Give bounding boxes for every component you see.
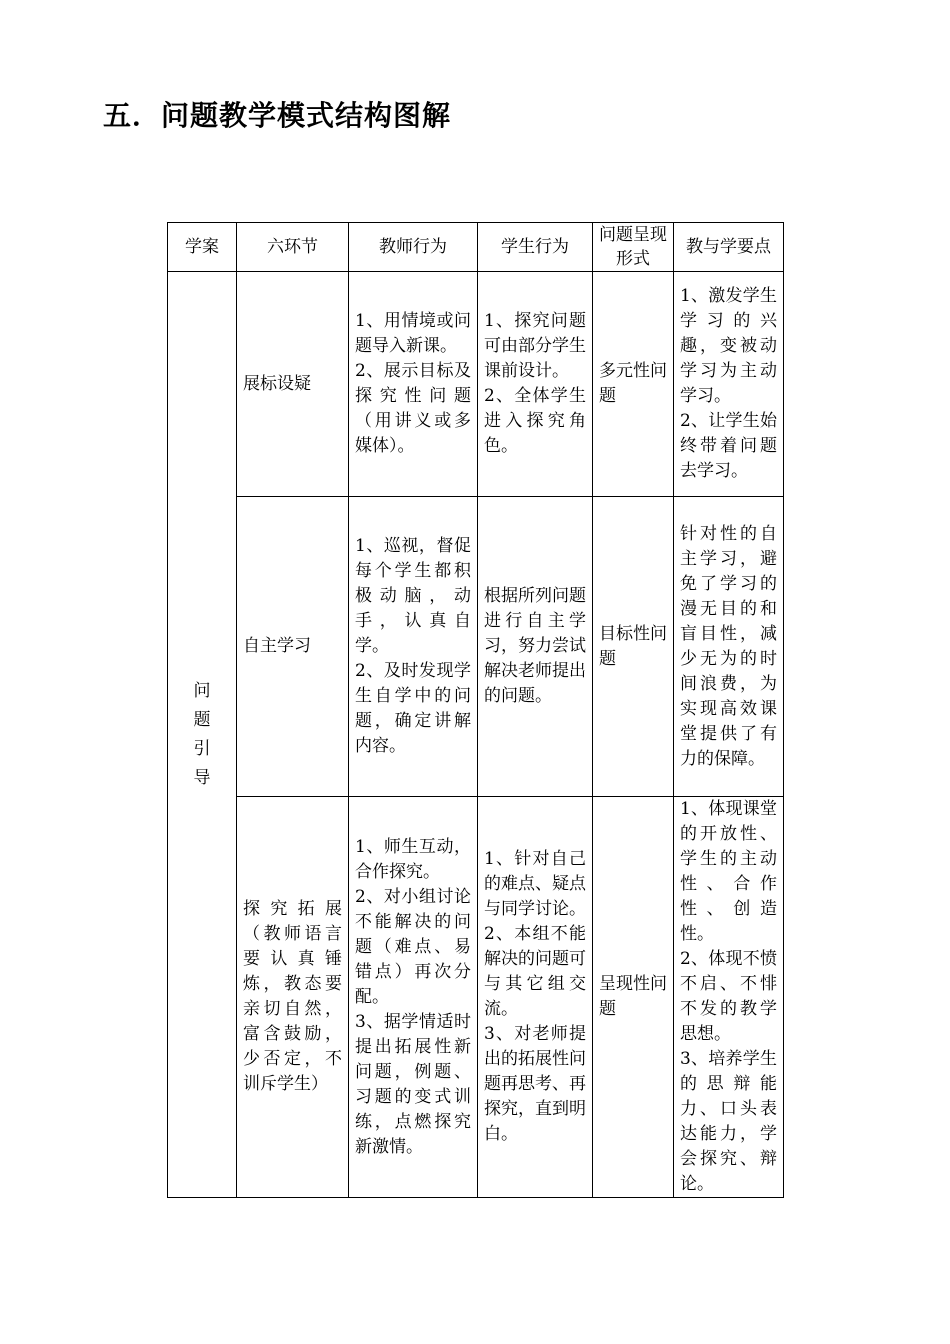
group-label-char: 题 <box>193 709 211 730</box>
key-points-cell <box>674 497 784 797</box>
table-row <box>168 797 784 1198</box>
student-behavior-line: 2、本组不能解决的问题可与其它组交流。 <box>484 924 586 1019</box>
student-behavior-line: 1、探究问题可由部分学生课前设计。 <box>484 311 586 381</box>
key-points-line: 1、激发学生学习的兴趣，变被动学习为主动学习。 <box>680 286 777 406</box>
group-label-cell <box>168 272 237 1198</box>
header-key-points: 教与学要点 <box>674 223 784 272</box>
teaching-model-table <box>167 222 784 1198</box>
teacher-behavior-line: 2、对小组讨论不能解决的问题（难点、易错点）再次分配。 <box>355 886 471 1007</box>
student-behavior-cell <box>478 797 593 1198</box>
teacher-behavior-cell <box>349 797 478 1198</box>
header-student-behavior: 学生行为 <box>478 223 593 272</box>
group-label-char: 问 <box>193 680 211 701</box>
key-points-line: 2、体现不愤不启、不悱不发的教学思想。 <box>680 949 777 1044</box>
question-form-cell: 多元性问题 <box>593 272 674 497</box>
question-form-cell: 呈现性问题 <box>593 797 674 1198</box>
key-points-line: 1、体现课堂的开放性、学生的主动性、合作性、创造性。 <box>680 799 777 944</box>
group-label-vertical <box>192 677 212 793</box>
key-points-line: 2、让学生始终带着问题去学习。 <box>680 411 777 481</box>
stage-cell: 展标设疑 <box>237 272 349 497</box>
table-row <box>168 272 784 497</box>
page-title: 五．问题教学模式结构图解 <box>103 99 452 132</box>
teacher-behavior-line: 1、师生互动，合作探究。 <box>355 836 471 882</box>
teacher-behavior-line: 1、巡视，督促每个学生都积极动脑，动手，认真自学。 <box>355 536 471 656</box>
key-points-cell <box>674 797 784 1198</box>
student-behavior-line: 3、对老师提出的拓展性问题再思考、再探究，直到明白。 <box>484 1024 586 1144</box>
teacher-behavior-line: 2、展示目标及探究性问题（用讲义或多媒体）。 <box>355 361 471 456</box>
student-behavior-line: 根据所列问题进行自主学习，努力尝试解决老师提出的问题。 <box>484 586 586 706</box>
student-behavior-cell <box>478 272 593 497</box>
header-stages: 六环节 <box>237 223 349 272</box>
student-behavior-line: 2、全体学生进入探究角色。 <box>484 386 586 456</box>
teacher-behavior-line: 3、据学情适时提出拓展性新问题，例题、习题的变式训练，点燃探究新激情。 <box>355 1011 471 1157</box>
table-header-row <box>168 223 784 272</box>
stage-cell: 探究拓展（教师语言要认真锤炼，教态要亲切自然，富含鼓励，少否定，不训斥学生） <box>237 797 349 1198</box>
header-xuean: 学案 <box>168 223 237 272</box>
teacher-behavior-line: 2、及时发现学生自学中的问题，确定讲解内容。 <box>355 661 471 756</box>
header-teacher-behavior: 教师行为 <box>349 223 478 272</box>
key-points-line: 3、培养学生的思辩能力、口头表达能力，学会探究、辩论。 <box>680 1049 777 1194</box>
student-behavior-cell <box>478 497 593 797</box>
question-form-cell: 目标性问题 <box>593 497 674 797</box>
stage-cell: 自主学习 <box>237 497 349 797</box>
header-question-form: 问题呈现形式 <box>593 223 674 272</box>
group-label-char: 引 <box>193 738 211 759</box>
teacher-behavior-cell <box>349 497 478 797</box>
group-label-char: 导 <box>193 767 211 788</box>
key-points-line: 针对性的自主学习，避免了学习的漫无目的和盲目性，减少无为的时间浪费，为实现高效课堂提供了有力的保障。 <box>680 523 777 769</box>
key-points-cell <box>674 272 784 497</box>
teacher-behavior-cell <box>349 272 478 497</box>
student-behavior-line: 1、针对自己的难点、疑点与同学讨论。 <box>484 849 586 919</box>
teacher-behavior-line: 1、用情境或问题导入新课。 <box>355 311 471 356</box>
table-row <box>168 497 784 797</box>
